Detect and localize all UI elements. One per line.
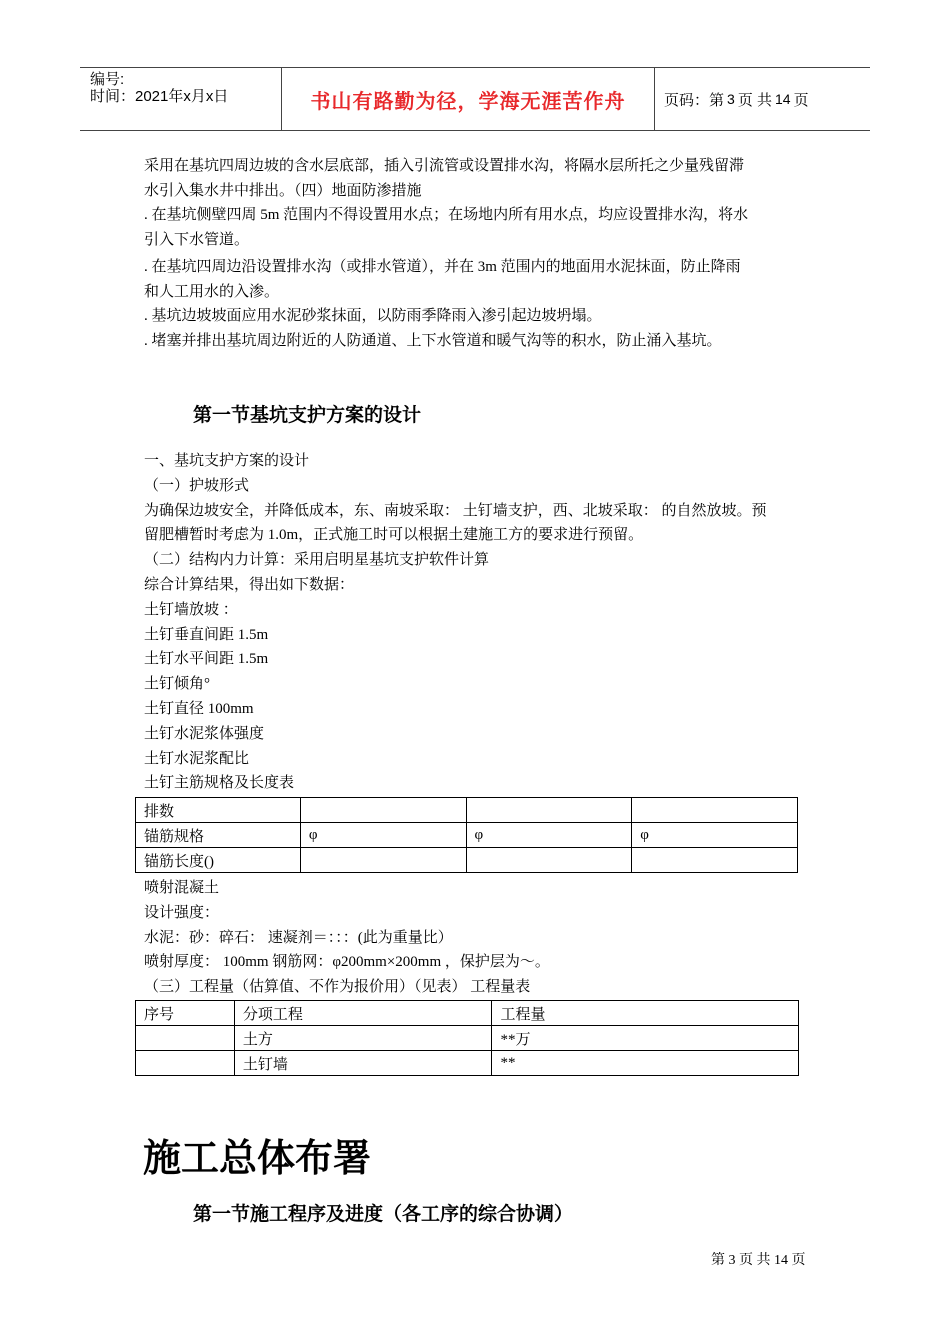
header-page-info [664,68,870,130]
header-motto: 书山有路勤为径，学海无涯苦作舟 [310,88,626,113]
table-cell [300,848,466,873]
text-line: 土钉墙放坡 ： [144,601,238,618]
text-line: （三）工程量（估算值、不作为报价用）（见表） 工程量表 [144,979,531,996]
table-cell: 锚筋长度() [136,848,301,873]
text-line: . 在基坑侧壁四周 5m 范围内不得设置用水点；在场地内所有用水点，均应设置排水沟，将水 [144,207,749,223]
text-line: （二）结构内力计算：采用启明星基坑支护软件计算 [144,552,490,569]
table-cell: ** [492,1051,799,1076]
table-cell [632,798,798,823]
text-line: 引入下水管道。 [144,231,250,248]
text-line: 设计强度： [144,904,220,921]
header-page-total: 14 [774,91,791,107]
text-line: 综合计算结果，得出如下数据： [144,576,355,593]
header-time-label: 时间：2021年x月x日 [90,88,229,105]
text-line: . 在基坑四周边沿设置排水沟（或排水管道），并在 3m 范围内的地面用水泥抹面，防止降雨 [144,259,741,275]
table-row [136,798,798,823]
section1-lines-b [144,876,550,1000]
header-page-mid: 页 共 [737,91,772,109]
table-cell: 分项工程 [234,1001,492,1026]
text-line: 和人工用水的入渗。 [144,283,280,300]
chapter-section-title: 第一节施工程序及进度（各工序的综合协调） [193,1203,574,1225]
page-footer: 第 3 页 共 14 页 [711,1253,806,1268]
table-cell: 锚筋规格 [136,823,301,848]
table-cell [466,798,632,823]
table-cell: φ [466,823,632,848]
text-line: 喷射厚度： 100mm 钢筋网：φ200mm×200mm ，保护层为～。 [144,954,550,971]
text-line: 土钉倾角° [144,676,210,693]
text-line: 采用在基坑四周边坡的含水层底部，插入引流管或设置排水沟，将隔水层所托之少量残留滞 [144,158,745,174]
header-meta [80,68,280,130]
intro-paragraph-2 [144,203,809,252]
text-line: （一）护坡形式 [144,477,250,494]
intro-paragraph-4: . 基坑边坡坡面应用水泥砂浆抹面，以防雨季降雨入渗引起边坡坍塌。 [144,308,602,324]
text-line: 土钉水泥浆体强度 [144,725,265,742]
table-cell [136,1051,235,1076]
chapter-title: 施工总体布署 [143,1136,372,1180]
table-cell: 工程量 [492,1001,799,1026]
table-cell [466,848,632,873]
text-line: 一、基坑支护方案的设计 [144,453,310,469]
text-line: 土钉水泥浆配比 [144,750,250,767]
section1-lines-a [144,449,767,796]
text-line: 土钉垂直间距 1.5m [144,626,269,643]
text-line: 水引入集水井中排出。（四）地面防渗措施 [144,182,422,199]
text-line: 土钉水平间距 1.5m [144,651,269,668]
text-line: 为确保边坡安全，并降低成本，东、南坡采取： 土钉墙支护，西、北坡采取： 的自然放坡。预 [144,502,767,519]
table-cell: 土方 [234,1026,492,1051]
text-line: 土钉直径 100mm [144,700,254,717]
quantity-table [135,1000,799,1076]
table-cell: 土钉墙 [234,1051,492,1076]
anchor-spec-table [135,797,798,873]
header-motto-cell [281,68,655,130]
table-cell: 序号 [136,1001,235,1026]
table-cell [300,798,466,823]
table-cell [632,848,798,873]
intro-paragraph-5: . 堵塞并排出基坑周边附近的人防通道、上下水管道和暖气沟等的积水，防止涌入基坑。 [144,333,722,349]
table-cell [136,1026,235,1051]
header-page-suffix: 页 [793,91,809,109]
text-line: 喷射混凝土 [144,880,220,896]
page-header [80,67,870,131]
text-line: 水泥：砂：碎石： 速凝剂＝：：：(此为重量比） [144,929,453,946]
section-title: 第一节基坑支护方案的设计 [193,404,422,426]
table-cell: φ [632,823,798,848]
table-row [136,848,798,873]
table-row [136,1051,799,1076]
table-cell: φ [300,823,466,848]
intro-paragraph-3 [144,255,809,304]
header-page-current: 3 [727,91,735,107]
header-code-label: 编号: [90,71,125,88]
table-row [136,823,798,848]
table-row [136,1001,799,1026]
intro-paragraph-1 [144,154,809,203]
text-line: 土钉主筋规格及长度表 [144,775,295,792]
header-page-prefix: 页码：第 [664,91,725,109]
table-row [136,1026,799,1051]
table-cell: 排数 [136,798,301,823]
text-line: 留肥槽暂时考虑为 1.0m，正式施工时可以根据土建施工方的要求进行预留。 [144,527,644,544]
table-cell: **万 [492,1026,799,1051]
